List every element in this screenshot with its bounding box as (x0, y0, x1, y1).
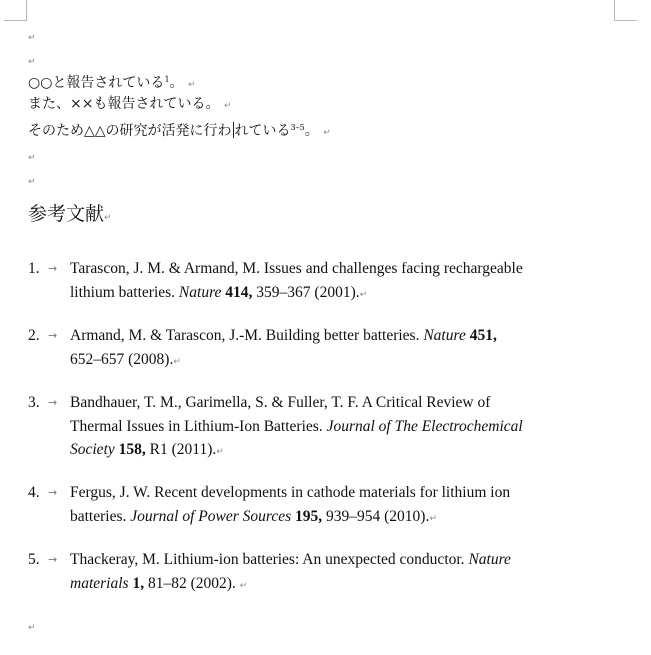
volume: 451, (469, 327, 497, 344)
volume: 195, (295, 507, 323, 525)
body-line-2[interactable] (28, 94, 231, 116)
empty-paragraph[interactable] (28, 616, 36, 638)
body-text-end: 。 (304, 123, 319, 139)
paragraph-mark: ↵ (216, 447, 224, 457)
journal-name: Journal of The Electrochemical (326, 417, 523, 435)
paragraph-mark: ↵ (28, 57, 36, 67)
tab-arrow-icon: → (48, 553, 58, 566)
reference-number: 1. (28, 260, 40, 277)
reference-line: Tarascon, J. M. & Armand, M. Issues and challenges facing rechargeable (70, 260, 523, 277)
crop-mark-top-left (4, 0, 27, 21)
paragraph-mark: ↵ (28, 623, 36, 633)
tab-arrow-icon: → (48, 396, 58, 409)
empty-paragraph[interactable] (28, 146, 36, 168)
journal-name: materials (70, 574, 129, 592)
paragraph-mark: ↵ (323, 128, 331, 138)
body-text: れている (234, 123, 291, 139)
text-cursor (233, 122, 234, 138)
reference-number: 3. (28, 394, 40, 411)
reference-line: Armand, M. & Tarascon, J.-M. Building better batteries. (70, 327, 424, 344)
paragraph-mark: ↵ (28, 33, 36, 43)
pages-year: 939–954 (2010). (322, 507, 430, 525)
reference-number: 2. (28, 327, 40, 344)
journal-name: Society (70, 441, 115, 458)
pages-year: 652–657 (2008). (70, 350, 174, 368)
empty-paragraph[interactable] (28, 50, 36, 72)
paragraph-mark: ↵ (239, 580, 248, 591)
paragraph-mark: ↵ (173, 356, 181, 367)
body-text: また、××も報告されている。 (28, 96, 220, 112)
empty-paragraph[interactable] (28, 26, 36, 48)
empty-paragraph[interactable] (28, 170, 36, 192)
body-text: そのため△△の研究が活発に行わ (28, 123, 232, 139)
pages-year: 359–367 (2001). (252, 283, 360, 301)
reference-text (70, 324, 618, 374)
tab-arrow-icon: → (48, 329, 58, 342)
paragraph-mark: ↵ (429, 513, 437, 524)
tab-arrow-icon: → (48, 486, 58, 499)
tab-arrow-icon: → (48, 262, 58, 275)
reference-item[interactable] (28, 481, 618, 531)
reference-item[interactable] (28, 324, 618, 374)
reference-text (70, 481, 618, 531)
citation-superscript: 1 (164, 75, 170, 84)
reference-item[interactable] (28, 391, 618, 465)
volume: 414, (225, 283, 253, 301)
journal-name: Nature (468, 551, 511, 568)
reference-line: Thermal Issues in Lithium-Ion Batteries. (70, 417, 327, 435)
paragraph-mark: ↵ (28, 177, 36, 187)
paragraph-mark: ↵ (223, 101, 232, 111)
body-text: ○○と報告されている (28, 75, 165, 91)
pages-year: 81–82 (2002). (144, 574, 236, 592)
reference-text (70, 391, 618, 465)
pages-year: R1 (2011). (145, 441, 217, 458)
reference-line: Fergus, J. W. Recent developments in cathode materials for lithium ion (70, 484, 511, 501)
volume: 1, (132, 574, 145, 592)
reference-line: batteries. (70, 507, 131, 525)
journal-name: Nature (178, 283, 222, 301)
body-text-end: 。 (169, 75, 184, 91)
reference-line: Thackeray, M. Lithium-ion batteries: An unexpected conductor. (70, 551, 469, 568)
reference-number: 5. (28, 551, 40, 568)
journal-name: Nature (423, 327, 466, 344)
journal-name: Journal of Power Sources (130, 507, 292, 525)
heading-text: 参考文献 (28, 203, 105, 225)
reference-text (70, 548, 618, 598)
paragraph-mark: ↵ (187, 80, 196, 90)
body-line-3[interactable] (28, 118, 331, 143)
reference-item[interactable] (28, 548, 618, 598)
paragraph-mark: ↵ (104, 213, 112, 223)
paragraph-mark: ↵ (359, 289, 368, 300)
crop-mark-top-right (614, 0, 637, 21)
reference-item[interactable] (28, 257, 618, 307)
reference-number: 4. (28, 484, 40, 501)
body-line-1[interactable] (28, 70, 196, 95)
citation-superscript: 3–5 (290, 123, 305, 132)
references-heading[interactable] (28, 202, 112, 230)
reference-text (70, 257, 618, 307)
volume: 158, (118, 441, 146, 458)
paragraph-mark: ↵ (28, 153, 36, 163)
reference-line: Bandhauer, T. M., Garimella, S. & Fuller, T. F. A Critical Review of (70, 394, 491, 411)
reference-line: lithium batteries. (70, 283, 179, 301)
